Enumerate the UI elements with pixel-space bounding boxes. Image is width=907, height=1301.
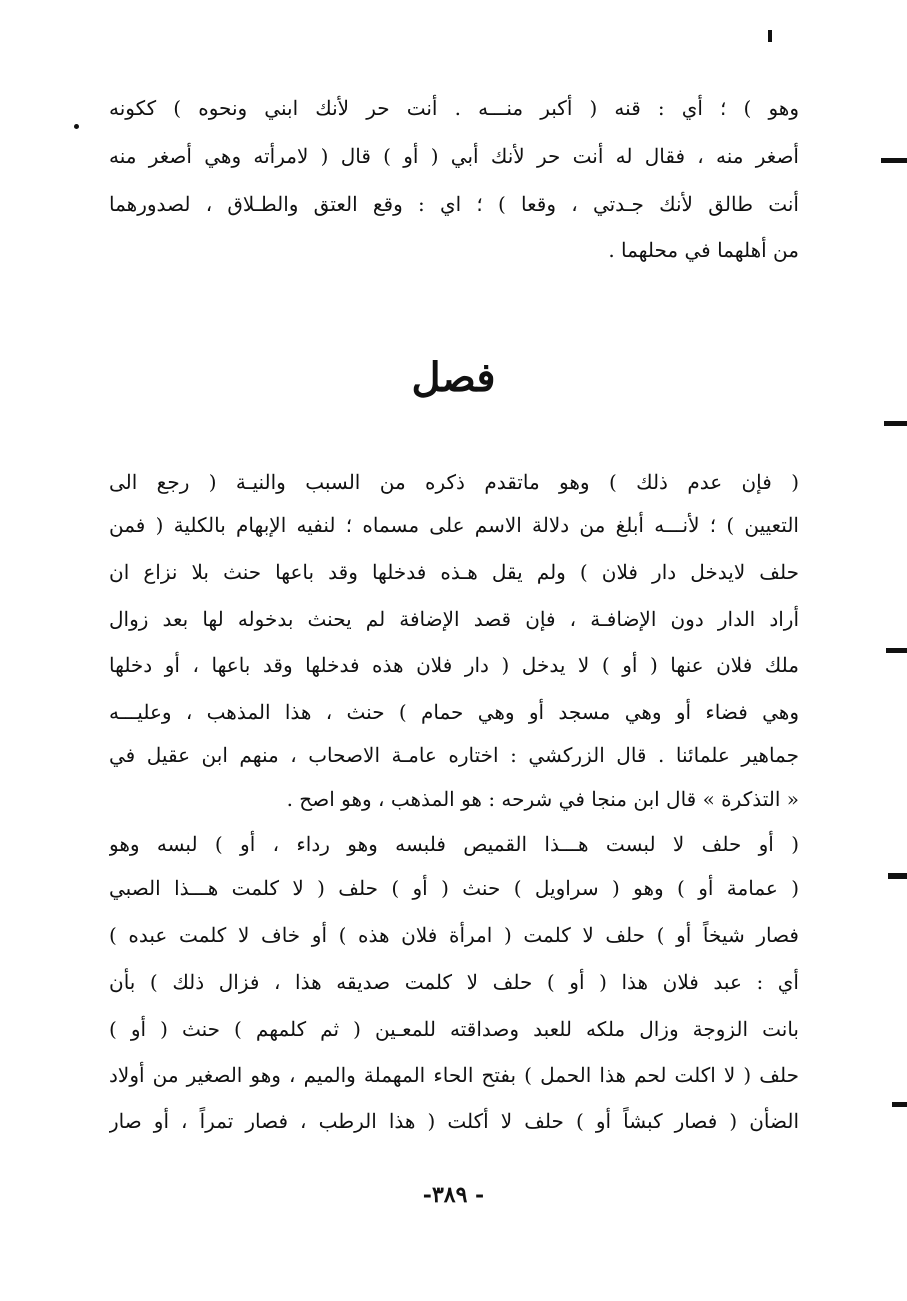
section-heading: فصل	[411, 354, 496, 401]
scan-speck	[768, 30, 772, 42]
text-line: ( أو حلف لا لبست هـــذا القميص فلبسه وهو رداء ، أو ) لبسه وهو	[109, 832, 799, 856]
page-number: -٣٨٩ -	[422, 1182, 485, 1208]
text-line: أنت طالق لأنك جـدتي ، وقعا ) ؛ اي : وقع العتق والطـلاق ، لصدورهما	[109, 192, 799, 216]
margin-mark	[888, 873, 907, 879]
text-line: ملك فلان عنها ( أو ) لا يدخل ( دار فلان هذه فدخلها وقد باعها ، أو دخلها	[109, 653, 799, 677]
margin-mark	[886, 648, 907, 653]
text-line: بانت الزوجة وزال ملكه للعبد وصداقته للمعـين ( ثم كلمهم ) حنث ( أو )	[109, 1017, 799, 1041]
text-line: أي : عبد فلان هذا ( أو ) حلف لا كلمت صديقه هذا ، فزال ذلك ) بأن	[109, 970, 799, 994]
text-line: التعيين ) ؛ لأنـــه أبلغ من دلالة الاسم على مسماه ؛ لنفيه الإبهام بالكلية ( فمن	[109, 513, 799, 537]
text-line: وهو ) ؛ أي : قنه ( أكبر منـــه . أنت حر لأنك ابني ونحوه ) ككونه	[109, 96, 799, 120]
scan-speck	[74, 124, 79, 129]
text-line: حلف لايدخل دار فلان ) ولم يقل هـذه فدخلها وقد باعها حنث بلا نزاع ان	[109, 560, 799, 584]
text-line: الضأن ( فصار كبشاً أو ) حلف لا أكلت ( هذا الرطب ، فصار تمراً ، أو صار	[109, 1109, 799, 1133]
margin-mark	[892, 1102, 907, 1107]
text-line: وهي فضاء أو وهي مسجد أو وهي حمام ) حنث ، هذا المذهب ، وعليـــه	[109, 700, 799, 724]
text-line: حلف ( لا اكلت لحم هذا الحمل ) بفتح الحاء المهملة والميم ، وهو الصغير من أولاد	[109, 1063, 799, 1087]
text-line: « التذكرة » قال ابن منجا في شرحه : هو المذهب ، وهو اصح .	[286, 787, 799, 811]
text-line: فصار شيخاً أو ) حلف لا كلمت ( امرأة فلان هذه ) أو خاف لا كلمت عبده )	[109, 923, 799, 947]
text-line: ( فإن عدم ذلك ) وهو ماتقدم ذكره من السبب والنيـة ( رجع الى	[109, 470, 799, 494]
margin-mark	[881, 158, 907, 163]
text-line: من أهلهما في محلهما .	[608, 238, 799, 262]
text-line: ( عمامة أو ) وهو ( سراويل ) حنث ( أو ) حلف ( لا كلمت هـــذا الصبي	[109, 876, 799, 900]
text-line: أراد الدار دون الإضافـة ، فإن قصد الإضافة لم يحنث بدخوله لها بعد زوال	[109, 607, 799, 631]
text-line: جماهير علمائنا . قال الزركشي : اختاره عامـة الاصحاب ، منهم ابن عقيل في	[109, 743, 799, 767]
text-line: أصغر منه ، فقال له أنت حر لأنك أبي ( أو ) قال ( لامرأته وهي أصغر منه	[109, 144, 799, 168]
margin-mark	[884, 421, 907, 426]
